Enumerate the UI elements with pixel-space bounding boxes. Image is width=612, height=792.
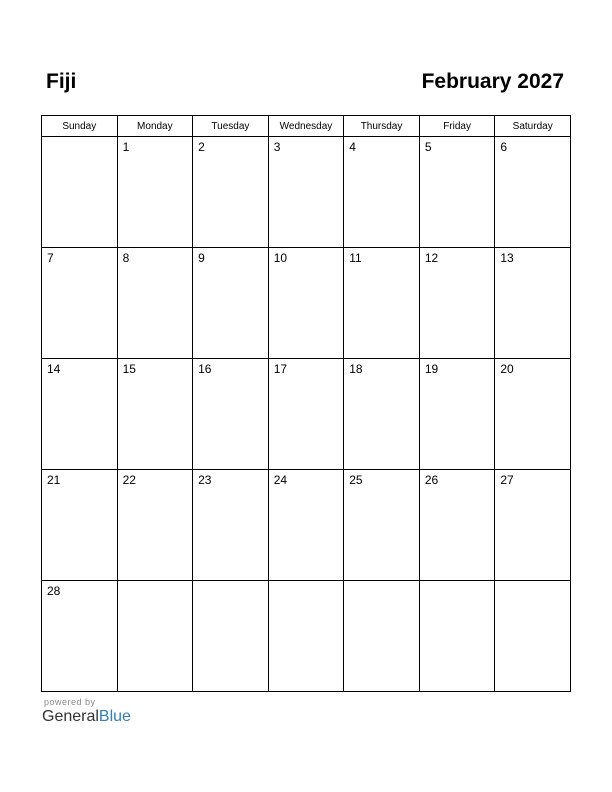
weekday-monday: Monday xyxy=(117,116,193,137)
day-cell xyxy=(495,581,571,692)
day-number: 22 xyxy=(122,473,136,487)
day-number xyxy=(269,581,344,584)
day-cell xyxy=(193,248,269,359)
day-cell xyxy=(268,359,344,470)
day-cell xyxy=(268,248,344,359)
day-cell xyxy=(495,359,571,470)
day-cell xyxy=(117,581,193,692)
powered-by-label: powered by xyxy=(44,697,96,707)
day-number: 21 xyxy=(47,473,61,487)
day-number: 2 xyxy=(198,140,205,154)
week-row xyxy=(42,359,571,470)
day-cell xyxy=(344,359,420,470)
weekday-wednesday: Wednesday xyxy=(268,116,344,137)
day-number: 26 xyxy=(424,473,439,487)
weekday-tuesday: Tuesday xyxy=(193,116,269,137)
day-number: 9 xyxy=(198,251,205,265)
day-cell xyxy=(42,137,118,248)
day-cell xyxy=(495,137,571,248)
day-number: 23 xyxy=(198,473,212,487)
brand-blue-text: Blue xyxy=(98,708,131,725)
day-cell xyxy=(42,359,118,470)
day-number: 15 xyxy=(122,362,136,376)
day-number: 12 xyxy=(424,251,439,265)
day-cell xyxy=(419,359,495,470)
day-cell xyxy=(344,137,420,248)
day-number: 11 xyxy=(349,251,362,265)
day-number: 7 xyxy=(47,251,54,265)
day-number: 17 xyxy=(273,362,288,376)
day-number: 20 xyxy=(500,362,514,376)
day-number: 27 xyxy=(500,473,514,487)
day-number: 28 xyxy=(47,584,61,598)
day-number: 5 xyxy=(424,140,432,154)
generalblue-logo[interactable] xyxy=(42,697,131,726)
day-cell xyxy=(344,470,420,581)
day-cell xyxy=(419,581,495,692)
day-cell xyxy=(42,581,118,692)
day-cell xyxy=(42,248,118,359)
day-number: 19 xyxy=(424,362,439,376)
day-number xyxy=(118,581,193,584)
day-number: 13 xyxy=(500,251,514,265)
country-title: Fiji xyxy=(46,70,77,93)
day-cell xyxy=(193,581,269,692)
day-cell xyxy=(344,581,420,692)
day-cell xyxy=(495,470,571,581)
week-row xyxy=(42,248,571,359)
day-number xyxy=(344,581,419,584)
weekday-header-row xyxy=(42,116,571,137)
day-cell xyxy=(117,470,193,581)
brand-wordmark xyxy=(42,708,131,726)
day-number: 3 xyxy=(273,140,281,154)
day-number: 10 xyxy=(273,251,288,265)
calendar-grid xyxy=(41,115,571,692)
day-number: 14 xyxy=(47,362,61,376)
day-cell xyxy=(419,470,495,581)
day-cell xyxy=(193,359,269,470)
day-number xyxy=(495,581,570,584)
day-number: 1 xyxy=(122,140,130,154)
day-cell xyxy=(193,137,269,248)
day-cell xyxy=(419,248,495,359)
day-number: 6 xyxy=(500,140,508,154)
day-number xyxy=(420,581,495,584)
day-number xyxy=(42,137,117,140)
day-cell xyxy=(117,137,193,248)
week-row xyxy=(42,581,571,692)
day-cell xyxy=(268,137,344,248)
week-row xyxy=(42,470,571,581)
day-cell xyxy=(268,581,344,692)
weekday-friday: Friday xyxy=(419,116,495,137)
day-cell xyxy=(344,248,420,359)
day-number: 16 xyxy=(198,362,212,376)
day-number: 8 xyxy=(122,251,130,265)
weekday-thursday: Thursday xyxy=(344,116,420,137)
day-cell xyxy=(268,470,344,581)
week-row xyxy=(42,137,571,248)
month-year-title: February 2027 xyxy=(421,70,564,93)
day-cell xyxy=(117,359,193,470)
day-cell xyxy=(495,248,571,359)
day-number: 4 xyxy=(349,140,356,154)
weekday-saturday: Saturday xyxy=(495,116,571,137)
day-number: 18 xyxy=(349,362,363,376)
brand-general-text: General xyxy=(42,708,99,725)
day-number: 24 xyxy=(273,473,288,487)
weekday-sunday: Sunday xyxy=(42,116,118,137)
day-cell xyxy=(193,470,269,581)
day-cell xyxy=(419,137,495,248)
day-cell xyxy=(42,470,118,581)
day-number xyxy=(193,581,268,584)
day-cell xyxy=(117,248,193,359)
day-number: 25 xyxy=(349,473,363,487)
